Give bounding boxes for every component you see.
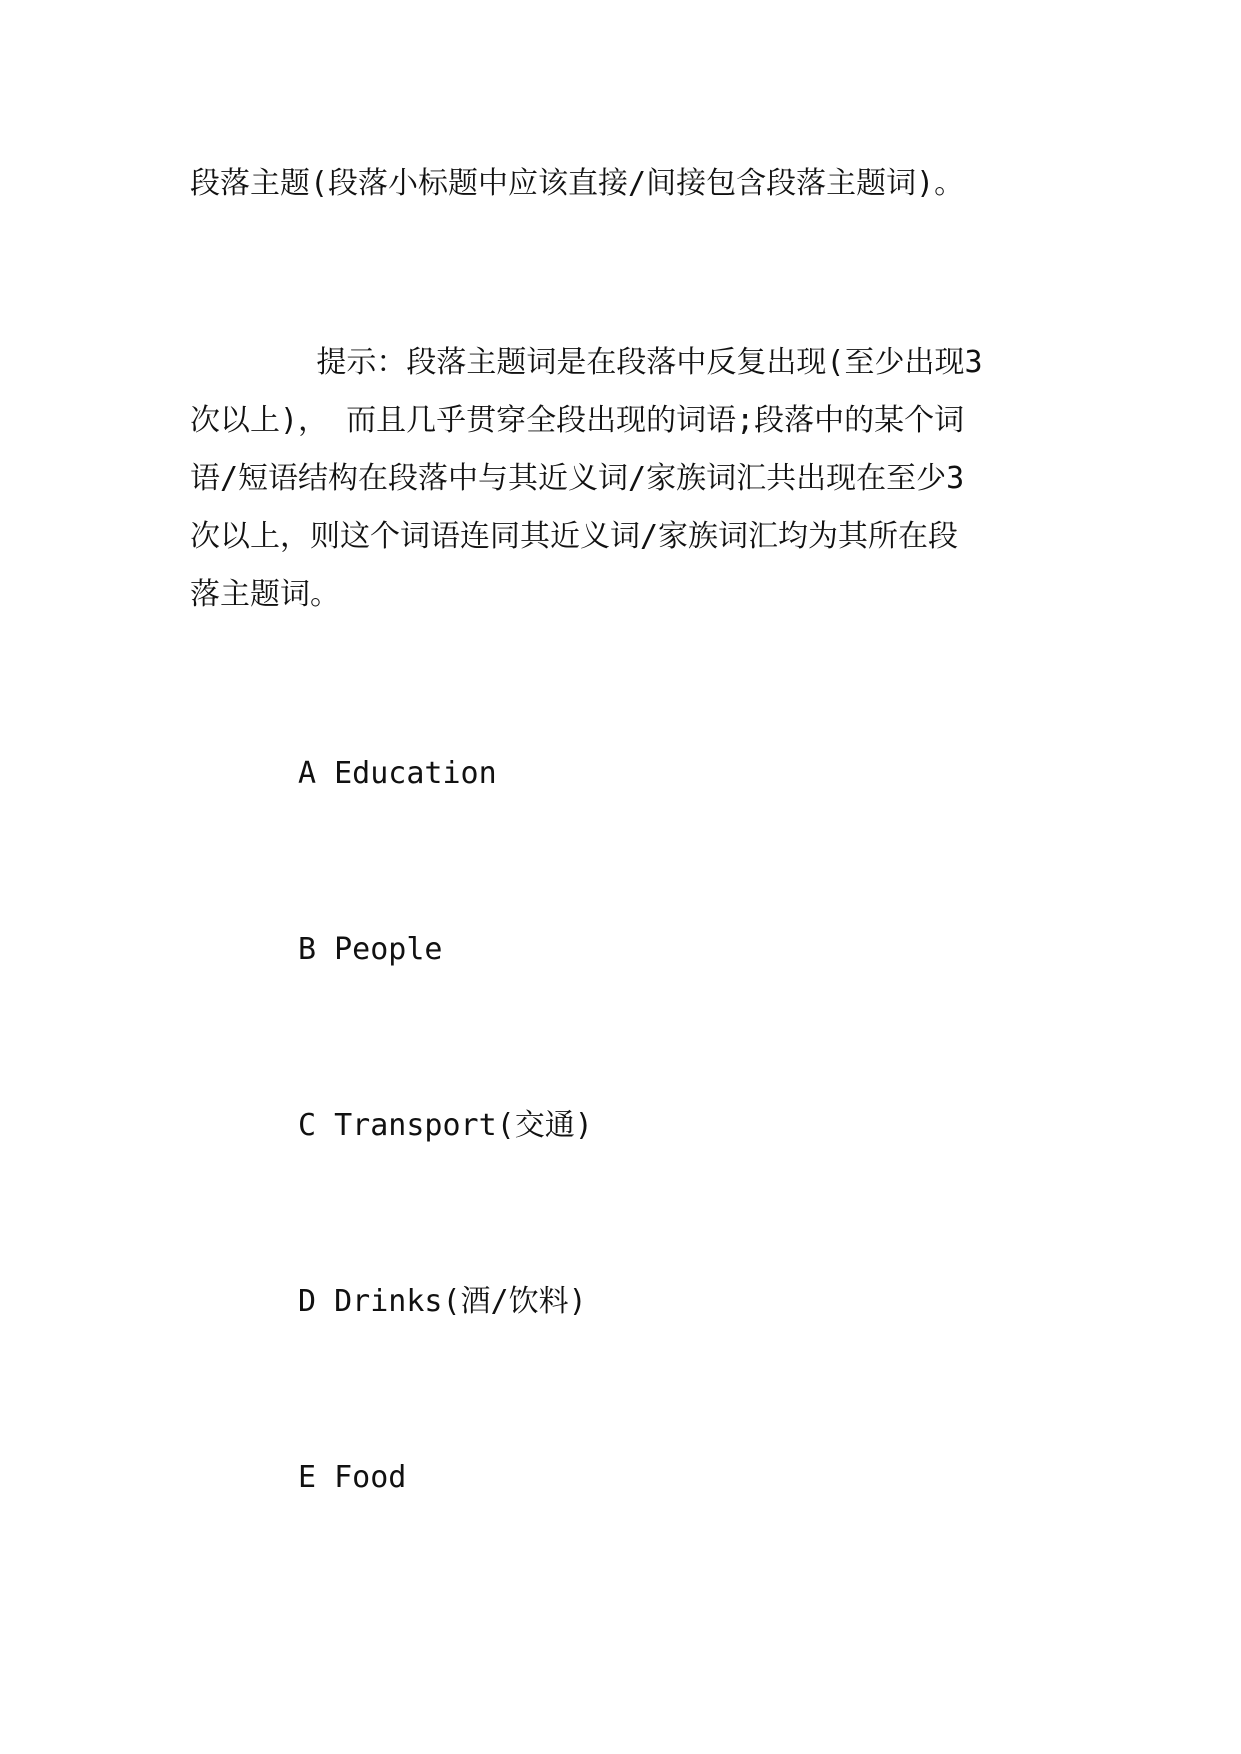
intro-line: 段落主题(段落小标题中应该直接/间接包含段落主题词)。 <box>190 166 965 201</box>
tip-line-4: 次以上，则这个词语连同其近义词/家族词汇均为其所在段 <box>190 519 959 554</box>
option-d: D Drinks(酒/饮料) <box>298 1284 587 1319</box>
tip-line-2: 次以上)， 而且几乎贯穿全段出现的词语;段落中的某个词 <box>190 403 965 438</box>
option-e: E Food <box>298 1460 407 1495</box>
option-c: C Transport(交通) <box>298 1108 593 1143</box>
tip-paragraph <box>190 334 1058 624</box>
tip-line-3: 语/短语结构在段落中与其近义词/家族词汇共出现在至少3 <box>190 461 965 496</box>
option-b: B People <box>298 932 443 967</box>
tip-line-1: 提示：段落主题词是在段落中反复出现(至少出现3 <box>190 345 983 380</box>
tip-line-5: 落主题词。 <box>190 577 340 612</box>
option-a: A Education <box>298 756 497 791</box>
